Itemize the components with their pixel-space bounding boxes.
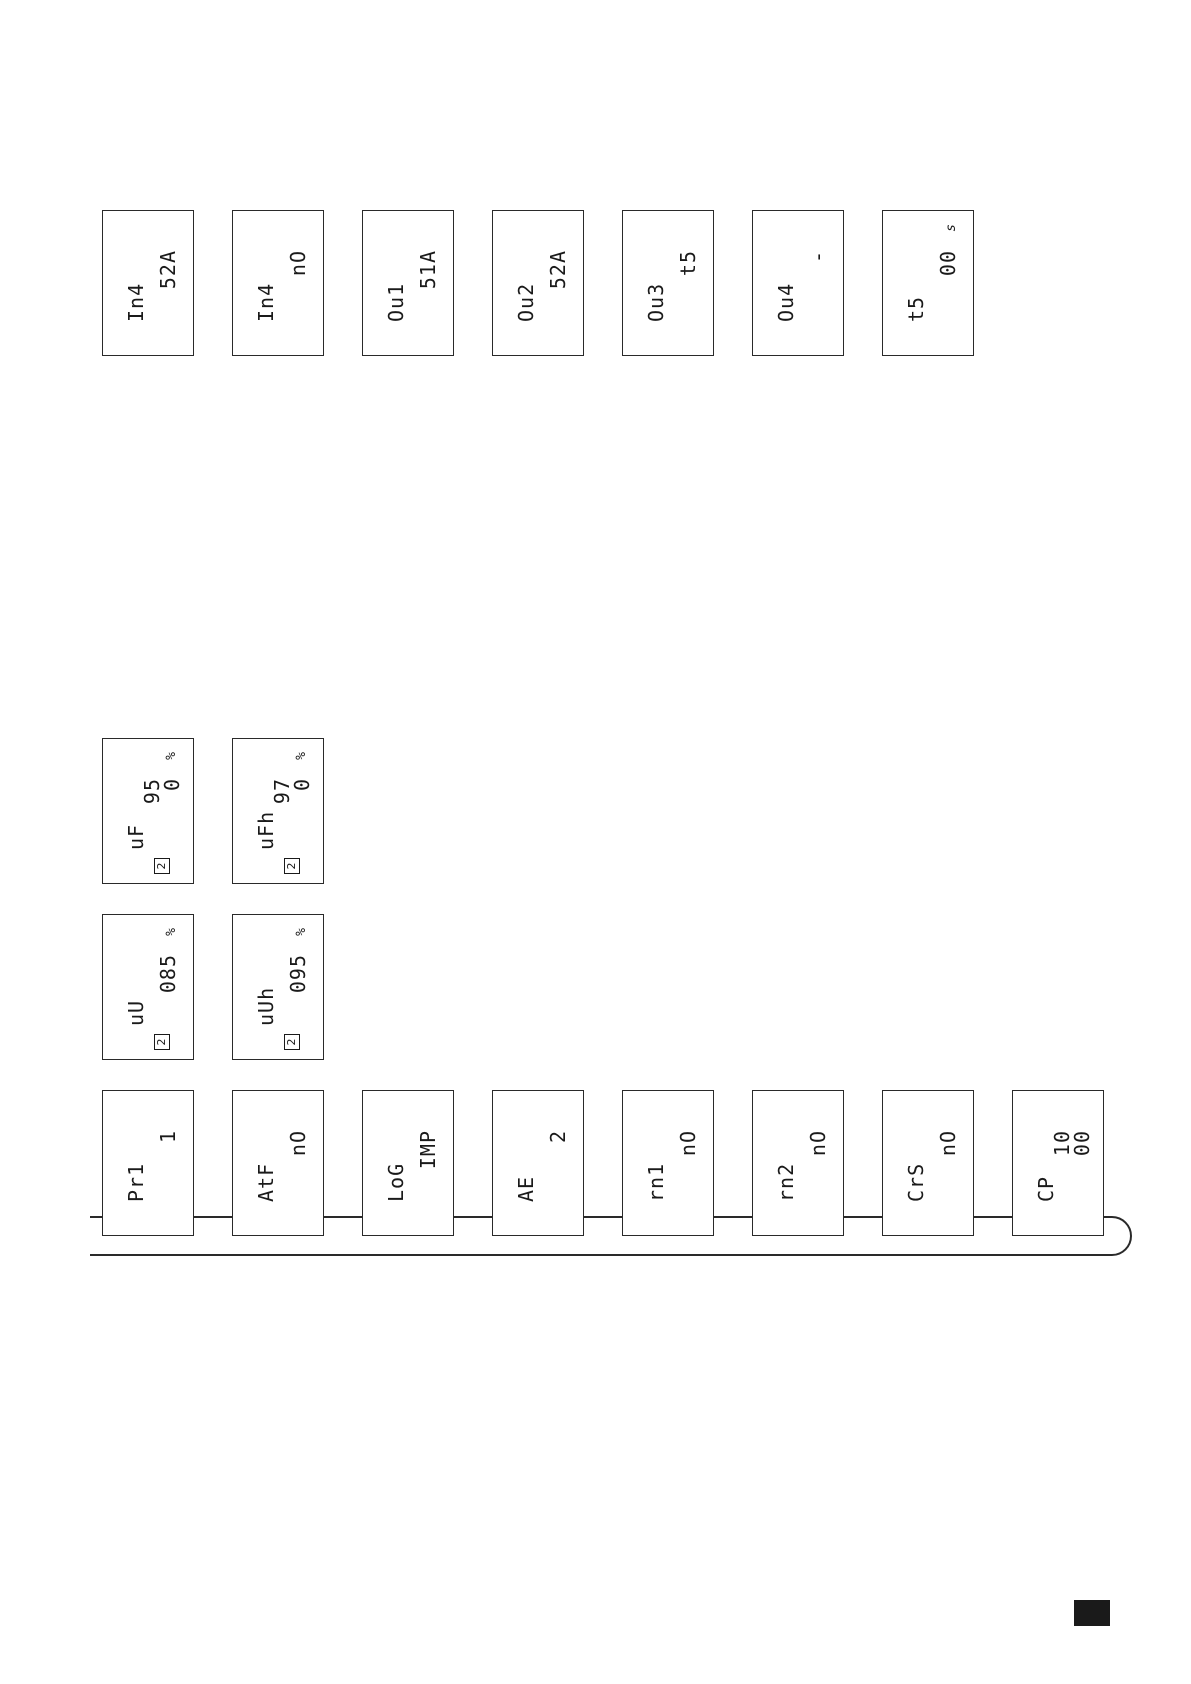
display-label: t5: [904, 295, 928, 322]
level-2-badge: 2: [284, 1034, 300, 1050]
display-value: 095: [286, 954, 310, 994]
display-label: uF: [124, 823, 148, 850]
display-label: uUh: [254, 986, 278, 1026]
display-in4-mode[interactable]: [232, 210, 324, 356]
display-atf[interactable]: [232, 1090, 324, 1236]
display-label: Ou4: [774, 282, 798, 322]
display-label: In4: [254, 282, 278, 322]
display-value: nO: [286, 250, 310, 277]
display-label: In4: [124, 282, 148, 322]
display-unit: %: [164, 752, 179, 760]
display-ou1[interactable]: [362, 210, 454, 356]
display-label: Ou1: [384, 282, 408, 322]
display-value: 52A: [546, 250, 570, 290]
display-label: LoG: [384, 1162, 408, 1202]
level-2-badge: 2: [154, 1034, 170, 1050]
display-value: 95: [140, 778, 164, 805]
display-label: uFh: [254, 810, 278, 850]
display-value: 085: [156, 954, 180, 994]
display-unit: %: [164, 928, 179, 936]
display-ae[interactable]: [492, 1090, 584, 1236]
display-in4-current[interactable]: [102, 210, 194, 356]
display-value-secondary: 0: [160, 778, 184, 792]
display-value: 00: [936, 250, 960, 277]
level-2-badge: 2: [154, 858, 170, 874]
display-uu[interactable]: [102, 914, 194, 1060]
display-label: Pr1: [124, 1162, 148, 1202]
display-value: 10: [1050, 1130, 1074, 1157]
display-ou2[interactable]: [492, 210, 584, 356]
display-value: t5: [676, 250, 700, 277]
display-label: uU: [124, 999, 148, 1026]
display-rn1[interactable]: [622, 1090, 714, 1236]
display-label: rn1: [644, 1162, 668, 1202]
display-value-secondary: 00: [1070, 1130, 1094, 1157]
display-value: nO: [936, 1130, 960, 1157]
display-value: -: [806, 250, 830, 264]
display-label: CrS: [904, 1162, 928, 1202]
page-marker: [1074, 1600, 1110, 1626]
display-t5-time[interactable]: [882, 210, 974, 356]
display-label: Ou3: [644, 282, 668, 322]
display-label: AtF: [254, 1162, 278, 1202]
display-value: IMP: [416, 1130, 440, 1170]
level-2-badge: 2: [284, 858, 300, 874]
display-value: 2: [546, 1130, 570, 1144]
display-ou4[interactable]: [752, 210, 844, 356]
display-cp[interactable]: [1012, 1090, 1104, 1236]
display-value: nO: [676, 1130, 700, 1157]
display-uf[interactable]: [102, 738, 194, 884]
display-unit: %: [294, 752, 309, 760]
display-value: nO: [806, 1130, 830, 1157]
display-value: 51A: [416, 250, 440, 290]
display-rn2[interactable]: [752, 1090, 844, 1236]
display-value: 1: [156, 1130, 180, 1144]
display-log[interactable]: [362, 1090, 454, 1236]
display-value: nO: [286, 1130, 310, 1157]
display-crs[interactable]: [882, 1090, 974, 1236]
display-unit: s: [944, 224, 959, 232]
display-value: 97: [270, 778, 294, 805]
display-value: 52A: [156, 250, 180, 290]
display-value-secondary: 0: [290, 778, 314, 792]
display-uuh[interactable]: [232, 914, 324, 1060]
display-label: CP: [1034, 1175, 1058, 1202]
display-pr1[interactable]: [102, 1090, 194, 1236]
display-label: rn2: [774, 1162, 798, 1202]
display-unit: %: [294, 928, 309, 936]
display-ufh[interactable]: [232, 738, 324, 884]
display-label: Ou2: [514, 282, 538, 322]
display-ou3[interactable]: [622, 210, 714, 356]
display-label: AE: [514, 1175, 538, 1202]
